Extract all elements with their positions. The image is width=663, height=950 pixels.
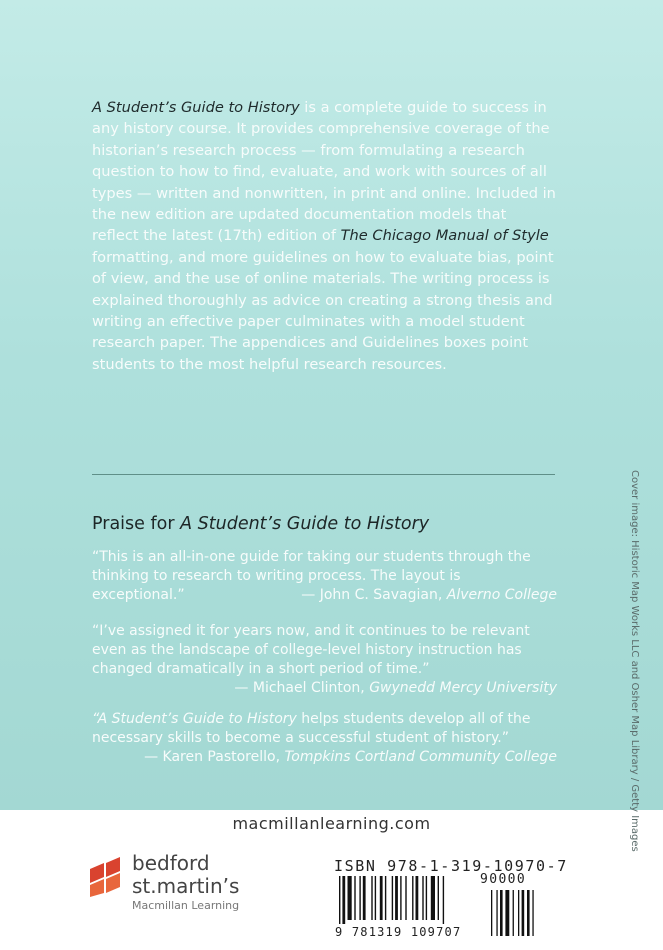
addon-bar [496, 890, 497, 936]
addon-bar [518, 890, 519, 936]
quote-author: — Karen Pastorello, [144, 749, 285, 765]
quote-book-title: “A Student’s Guide to History [92, 711, 297, 727]
quote-author: — John C. Savagian, [301, 587, 447, 603]
addon-bar [500, 890, 503, 936]
publisher-logo-icon [86, 857, 126, 897]
description-text-2: formatting, and more guidelines on how to evaluate bias, point of view, and the use of online materials. The writing process is explained thoroughly as advice on creating a strong thesis and writing an effective paper culminates with a model student research paper. The appendices and Guidelines boxes point students to the most helpful research resources. [92, 248, 554, 373]
description-text-1: is a complete guide to success in any history course. It provides comprehensive coverage of the historian’s research process — from formulating a research question to how to find, evaluate, and work with sources of all types — written and nonwritten, in print and online. Included in the new edition are updated documentation models that reflect the latest (17th) edition of [92, 99, 556, 245]
quote-text: “I’ve assigned it for years now, and it continues to be relevant even as the landscape of college-level history instruction has changed dramatically in a short period of time.” [92, 623, 530, 677]
book-title-italic: A Student’s Guide to History [92, 99, 300, 116]
logo-line-stmartins: st.martin’s [132, 874, 240, 898]
barcode-bar [412, 876, 413, 920]
praise-heading [92, 514, 429, 534]
logo-line-macmillan: Macmillan Learning [132, 899, 240, 912]
barcode-bar [339, 876, 340, 924]
addon-bar [513, 890, 514, 936]
quote-attribution [301, 586, 557, 605]
quote-institution: Tompkins Cortland Community College [284, 749, 557, 765]
barcode-bar [405, 876, 406, 920]
barcode-bar [348, 876, 352, 920]
addon-bar [505, 890, 509, 936]
praise-quote-3 [92, 710, 557, 767]
quote-author: — Michael Clinton, [234, 680, 370, 696]
quote-institution: Alverno College [446, 587, 557, 603]
quote-text: “This is an all-in-one guide for taking our students through the thinking to research to writing process. The layout is exceptional.” [92, 549, 531, 603]
publisher-logo [132, 852, 239, 914]
barcode-bar [354, 876, 355, 920]
barcode-bar [385, 876, 386, 920]
praise-heading-title: A Student’s Guide to History [180, 514, 430, 534]
isbn-label: ISBN 978-1-319-10970-7 [334, 857, 568, 875]
barcode-bar [422, 876, 423, 920]
barcode-bar [438, 876, 439, 920]
barcode-graphic [333, 876, 558, 938]
barcode-bar [395, 876, 398, 920]
section-divider [92, 474, 555, 475]
barcode-bar [375, 876, 376, 920]
quote-attribution [234, 679, 557, 698]
barcode-bar [380, 876, 383, 920]
quote-text: helps students develop all of the necessary skills to become a successful student of history.” [92, 711, 531, 746]
barcode-bar [363, 876, 366, 920]
addon-bar [527, 890, 530, 936]
praise-quote-1 [92, 548, 557, 605]
barcode-bar [371, 876, 372, 920]
addon-bar [522, 890, 525, 936]
barcode-bar [359, 876, 360, 920]
barcode-bar [416, 876, 419, 920]
chicago-manual-italic: The Chicago Manual of Style [340, 227, 549, 245]
price-code-label: 90000 [480, 872, 527, 887]
barcode-digits: 9 781319 109707 [335, 925, 462, 938]
cover-image-credit: Cover image: Historic Map Works LLC and Osher Map Library / Getty Images [629, 470, 640, 852]
barcode-bar [443, 876, 444, 924]
barcode-bar [400, 876, 401, 920]
barcode-bar [342, 876, 345, 924]
quote-institution: Gwynedd Mercy University [369, 680, 557, 696]
barcode-bar [426, 876, 427, 920]
book-description [92, 97, 557, 375]
barcode-bar [431, 876, 435, 920]
barcode-bar [392, 876, 393, 920]
addon-bar [491, 890, 492, 936]
praise-quote-2 [92, 622, 557, 698]
praise-heading-prefix: Praise for [92, 514, 181, 534]
quote-attribution [144, 748, 557, 767]
publisher-website: macmillanlearning.com [232, 814, 431, 833]
logo-line-bedford: bedford [132, 851, 210, 875]
addon-bar [532, 890, 533, 936]
